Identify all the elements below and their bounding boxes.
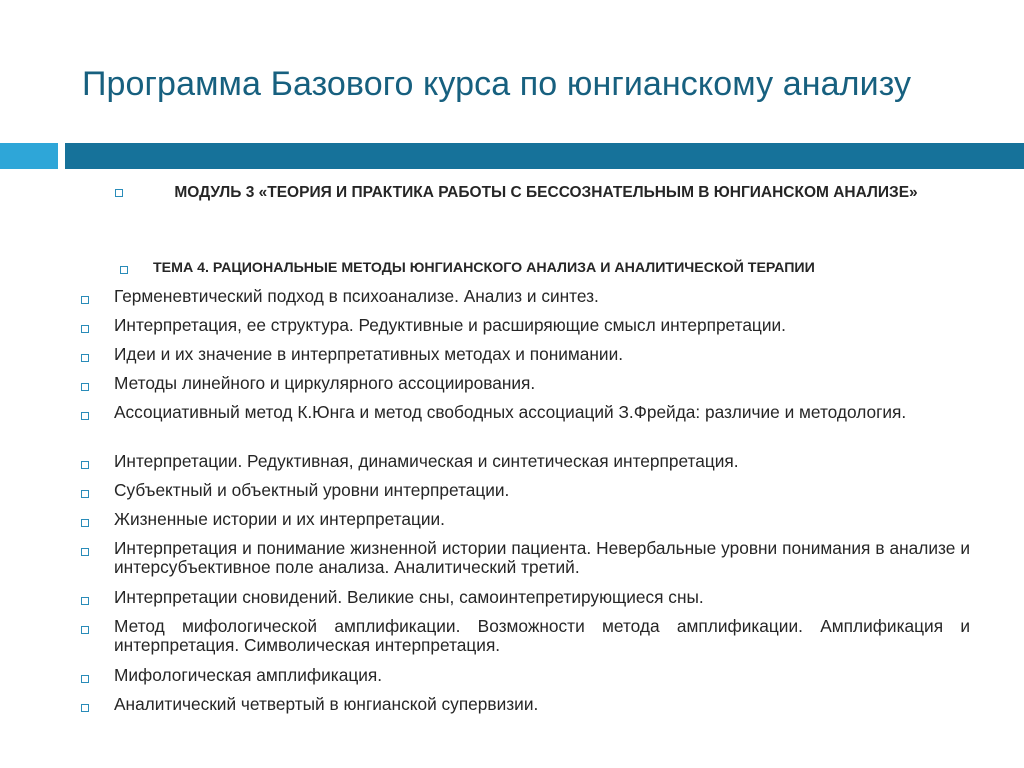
bullet-square-icon <box>81 548 89 556</box>
list-item: Интерпретации сновидений. Великие сны, самоинтепретирующиеся сны. <box>114 587 704 607</box>
bullet-square-icon <box>81 519 89 527</box>
bullet-square-icon <box>81 325 89 333</box>
bullet-square-icon <box>120 266 128 274</box>
bullet-square-icon <box>115 189 123 197</box>
list-item: Жизненные истории и их интерпретации. <box>114 509 445 529</box>
bullet-square-icon <box>81 675 89 683</box>
bullet-square-icon <box>81 597 89 605</box>
topic-heading: ТЕМА 4. РАЦИОНАЛЬНЫЕ МЕТОДЫ ЮНГИАНСКОГО АНАЛИЗА И АНАЛИТИЧЕСКОЙ ТЕРАПИИ <box>153 260 815 276</box>
bullet-square-icon <box>81 461 89 469</box>
list-item: Ассоциативный метод К.Юнга и метод свободных ассоциаций З.Фрейда: различие и методология. <box>114 402 907 422</box>
module-heading: МОДУЛЬ 3 «ТЕОРИЯ И ПРАКТИКА РАБОТЫ С БЕССОЗНАТЕЛЬНЫМ В ЮНГИАНСКОМ АНАЛИЗЕ» <box>174 184 918 201</box>
bullet-square-icon <box>81 490 89 498</box>
list-item: Аналитический четвертый в юнгианской супервизии. <box>114 694 539 714</box>
bullet-square-icon <box>81 296 89 304</box>
list-item: Метод мифологической амплификации. Возможности метода амплификации. Амплификация и интерпретация. Символическая интерпретация. <box>114 616 970 655</box>
list-item: Методы линейного и циркулярного ассоциирования. <box>114 373 536 393</box>
bullet-square-icon <box>81 626 89 634</box>
list-item: Идеи и их значение в интерпретативных методах и понимании. <box>114 344 624 364</box>
bullet-square-icon <box>81 383 89 391</box>
list-item: Интерпретация, ее структура. Редуктивные и расширяющие смысл интерпретации. <box>114 315 786 335</box>
bullet-square-icon <box>81 412 89 420</box>
bullet-square-icon <box>81 354 89 362</box>
list-item: Субъектный и объектный уровни интерпретации. <box>114 480 510 500</box>
list-item: Интерпретация и понимание жизненной истории пациента. Невербальные уровни понимания в анализе и интерсубъективное поле анализа. Аналитический третий. <box>114 538 970 577</box>
list-item: Мифологическая амплификация. <box>114 665 383 685</box>
list-item: Интерпретации. Редуктивная, динамическая и синтетическая интерпретация. <box>114 451 739 471</box>
slide-title: Программа Базового курса по юнгианскому анализу <box>82 65 912 103</box>
list-item: Герменевтический подход в психоанализе. Анализ и синтез. <box>114 286 599 306</box>
bullet-square-icon <box>81 704 89 712</box>
